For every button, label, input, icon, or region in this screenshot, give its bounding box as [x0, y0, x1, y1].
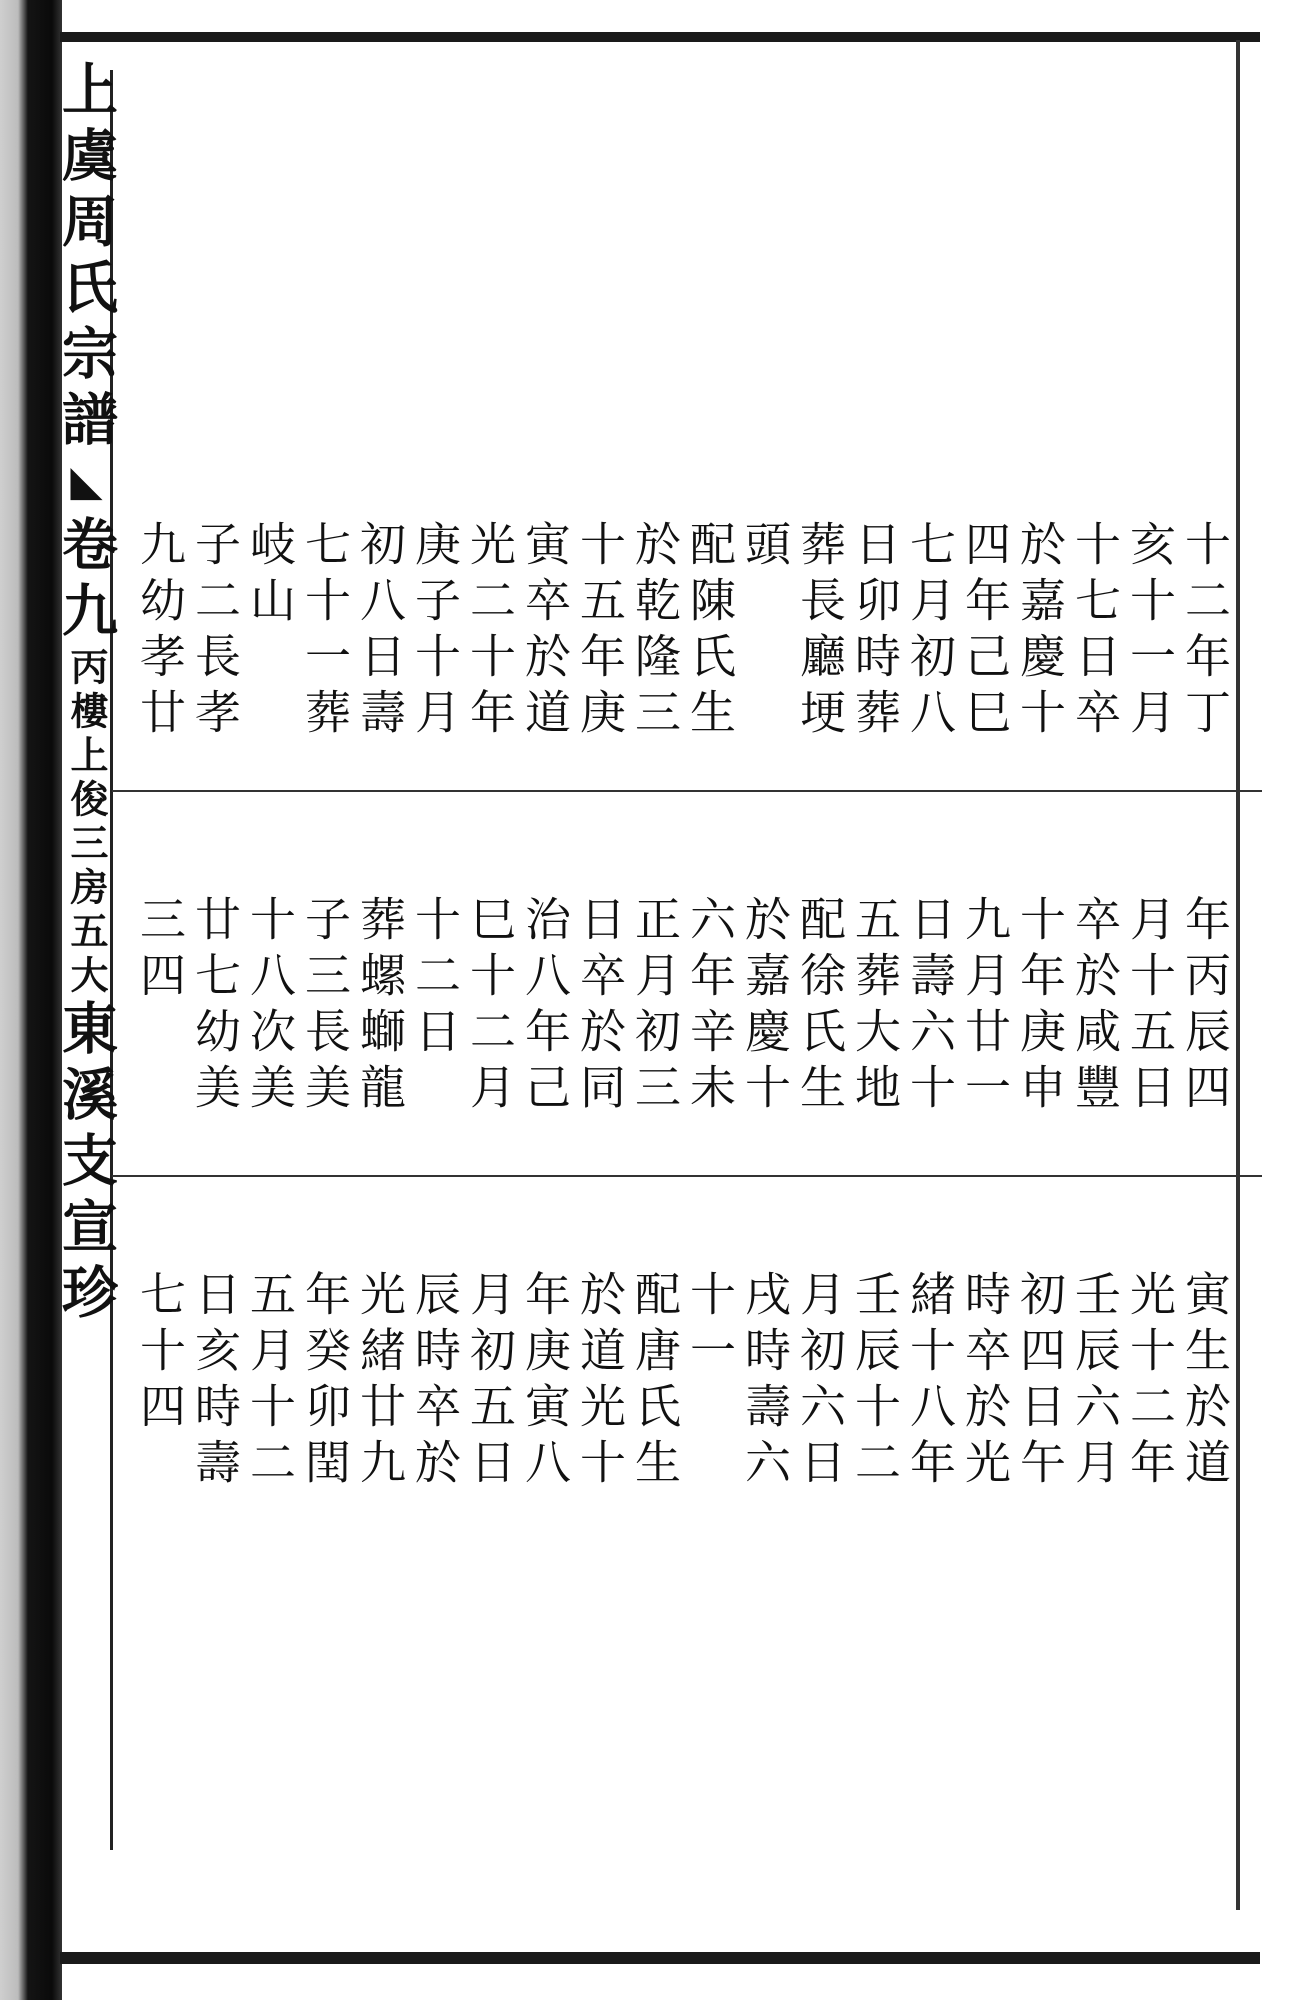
text-column: 三四 — [133, 895, 187, 1007]
text-column: 日亥時壽 — [188, 1270, 242, 1494]
text-column: 日壽六十 — [903, 895, 957, 1119]
volume-number: 卷九 — [53, 515, 119, 647]
text-column: 九幼孝廿 — [133, 520, 187, 744]
bottom-border — [60, 1952, 1260, 1964]
text-column: 七十四 — [133, 1270, 187, 1438]
text-column: 子三長美 — [298, 895, 352, 1119]
text-column: 九月廿一 — [958, 895, 1012, 1119]
text-column: 於乾隆三 — [628, 520, 682, 744]
text-column: 廿七幼美 — [188, 895, 242, 1119]
text-column: 十五年庚 — [573, 520, 627, 744]
margin-title — [53, 60, 119, 1940]
text-column: 光十二年 — [1123, 1270, 1177, 1494]
text-column: 緒十八年 — [903, 1270, 957, 1494]
text-column: 寅卒於道 — [518, 520, 572, 744]
text-column: 庚子十月 — [408, 520, 462, 744]
text-column: 十七日卒 — [1068, 520, 1122, 744]
section-number: 五大 — [64, 911, 109, 999]
tier-divider-2 — [112, 1175, 1262, 1177]
text-column: 日卯時葬 — [848, 520, 902, 744]
text-column: 五月十二 — [243, 1270, 297, 1494]
text-column: 配徐氏生 — [793, 895, 847, 1119]
text-column: 月十五日 — [1123, 895, 1177, 1119]
top-border — [60, 32, 1260, 42]
genealogy-tier-2 — [132, 895, 1232, 1119]
text-column: 亥十一月 — [1123, 520, 1177, 744]
text-column: 十二年丁 — [1178, 520, 1232, 744]
text-column: 年癸卯閏 — [298, 1270, 352, 1494]
genealogy-tier-3 — [132, 1270, 1232, 1494]
right-border — [1236, 40, 1240, 1910]
text-column: 光緒廿九 — [353, 1270, 407, 1494]
text-column: 六年辛未 — [683, 895, 737, 1119]
text-column: 子二長孝 — [188, 520, 242, 744]
text-column: 五葬大地 — [848, 895, 902, 1119]
text-column: 辰時卒於 — [408, 1270, 462, 1494]
text-column: 寅生於道 — [1178, 1270, 1232, 1494]
text-column: 卒於咸豐 — [1068, 895, 1122, 1119]
text-column: 正月初三 — [628, 895, 682, 1119]
text-column: 四年己巳 — [958, 520, 1012, 744]
text-column: 日卒於同 — [573, 895, 627, 1119]
text-column: 七十一葬 — [298, 520, 352, 744]
text-column: 初四日午 — [1013, 1270, 1067, 1494]
text-column: 月初五日 — [463, 1270, 517, 1494]
text-column: 壬辰十二 — [848, 1270, 902, 1494]
text-column: 頭 — [738, 520, 792, 576]
text-column: 七月初八 — [903, 520, 957, 744]
text-column: 配陳氏生 — [683, 520, 737, 744]
text-column: 十一 — [683, 1270, 737, 1382]
text-column: 葬螺螄龍 — [353, 895, 407, 1119]
text-column: 戌時壽六 — [738, 1270, 792, 1494]
text-column: 十八次美 — [243, 895, 297, 1119]
text-column: 年庚寅八 — [518, 1270, 572, 1494]
fishtail-mark: ◣ — [62, 456, 111, 515]
text-column: 巳十二月 — [463, 895, 517, 1119]
genealogy-tier-1 — [132, 520, 1232, 744]
text-column: 十年庚申 — [1013, 895, 1067, 1119]
text-column: 年丙辰四 — [1178, 895, 1232, 1119]
text-column: 壬辰六月 — [1068, 1270, 1122, 1494]
text-column: 配唐氏生 — [628, 1270, 682, 1494]
tier-divider-1 — [112, 790, 1262, 792]
text-column: 於道光十 — [573, 1270, 627, 1494]
text-column: 岐山 — [243, 520, 297, 632]
text-column: 時卒於光 — [958, 1270, 1012, 1494]
text-column: 於嘉慶十 — [1013, 520, 1067, 744]
branch-name: 東溪支宣珍 — [53, 999, 119, 1329]
text-column: 葬長廳埂 — [793, 520, 847, 744]
text-column: 光二十年 — [463, 520, 517, 744]
text-column: 月初六日 — [793, 1270, 847, 1494]
hall-name: 丙樓上俊三房 — [64, 647, 109, 911]
text-column: 於嘉慶十 — [738, 895, 792, 1119]
text-column: 治八年己 — [518, 895, 572, 1119]
text-column: 十二日 — [408, 895, 462, 1063]
text-column: 初八日壽 — [353, 520, 407, 744]
genealogy-title: 上虞周氏宗譜 — [53, 60, 119, 456]
